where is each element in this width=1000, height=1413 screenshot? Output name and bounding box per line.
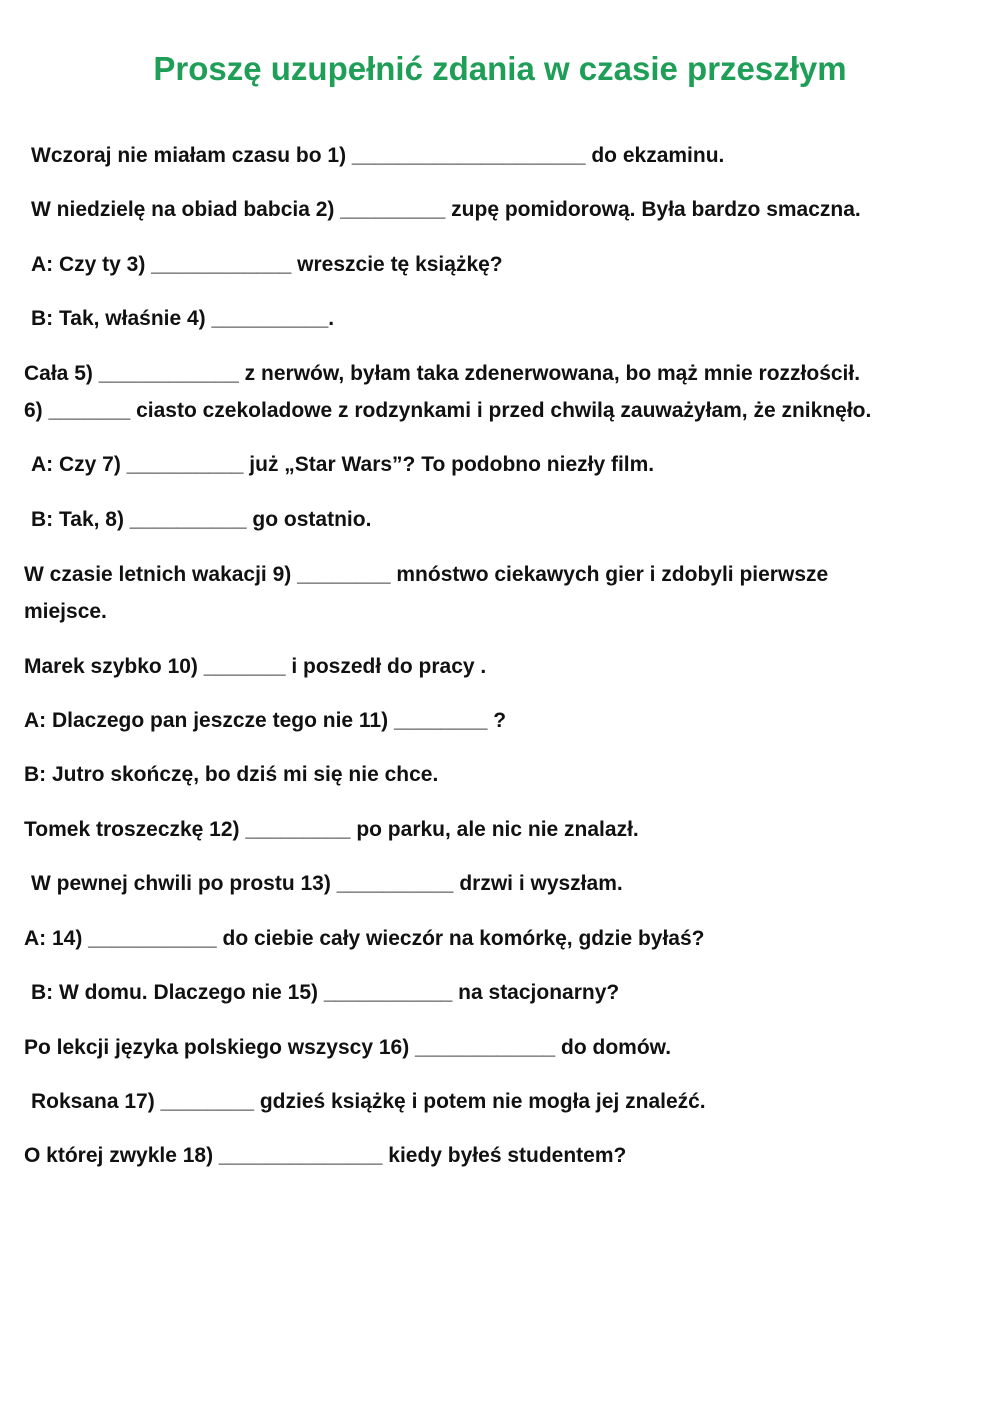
sentence-8: B: Tak, 8) __________ go ostatnio. xyxy=(31,508,372,531)
sentence-10: Marek szybko 10) _______ i poszedł do pracy . xyxy=(24,655,487,678)
worksheet-title: Proszę uzupełnić zdania w czasie przeszłym xyxy=(153,50,847,87)
sentence-17: Roksana 17) ________ gdzieś książkę i potem nie mogła jej znaleźć. xyxy=(31,1090,706,1113)
sentence-12: Tomek troszeczkę 12) _________ po parku, ale nic nie znalazł. xyxy=(24,818,639,841)
sentence-4: B: Tak, właśnie 4) __________. xyxy=(31,307,335,330)
sentence-16: Po lekcji języka polskiego wszyscy 16) ____________ do domów. xyxy=(24,1036,672,1059)
sentence-6: 6) _______ ciasto czekoladowe z rodzynkami i przed chwilą zauważyłam, że zniknęło. xyxy=(24,399,872,422)
sentence-7: A: Czy 7) __________ już „Star Wars”? To podobno niezły film. xyxy=(31,453,655,476)
sentence-1: Wczoraj nie miałam czasu bo 1) ____________________ do ekzaminu. xyxy=(31,144,725,167)
sentence-9-continued: miejsce. xyxy=(24,600,107,623)
sentence-14: A: 14) ___________ do ciebie cały wieczór na komórkę, gdzie byłaś? xyxy=(24,927,705,950)
sentence-5: Cała 5) ____________ z nerwów, byłam taka zdenerwowana, bo mąż mnie rozzłościł. xyxy=(24,362,861,385)
sentence-15: B: W domu. Dlaczego nie 15) ___________ na stacjonarny? xyxy=(31,981,620,1004)
sentence-9: W czasie letnich wakacji 9) ________ mnóstwo ciekawych gier i zdobyli pierwsze xyxy=(24,563,829,586)
sentence-18: O której zwykle 18) ______________ kiedy byłeś studentem? xyxy=(24,1144,627,1167)
sentence-2: W niedzielę na obiad babcia 2) _________ zupę pomidorową. Była bardzo smaczna. xyxy=(31,198,861,221)
sentence-11: A: Dlaczego pan jeszcze tego nie 11) ________ ? xyxy=(24,709,507,732)
sentence-13: W pewnej chwili po prostu 13) __________ drzwi i wyszłam. xyxy=(31,872,623,895)
sentence-3: A: Czy ty 3) ____________ wreszcie tę książkę? xyxy=(31,253,503,276)
sentence-11-answer: B: Jutro skończę, bo dziś mi się nie chce. xyxy=(24,763,439,786)
